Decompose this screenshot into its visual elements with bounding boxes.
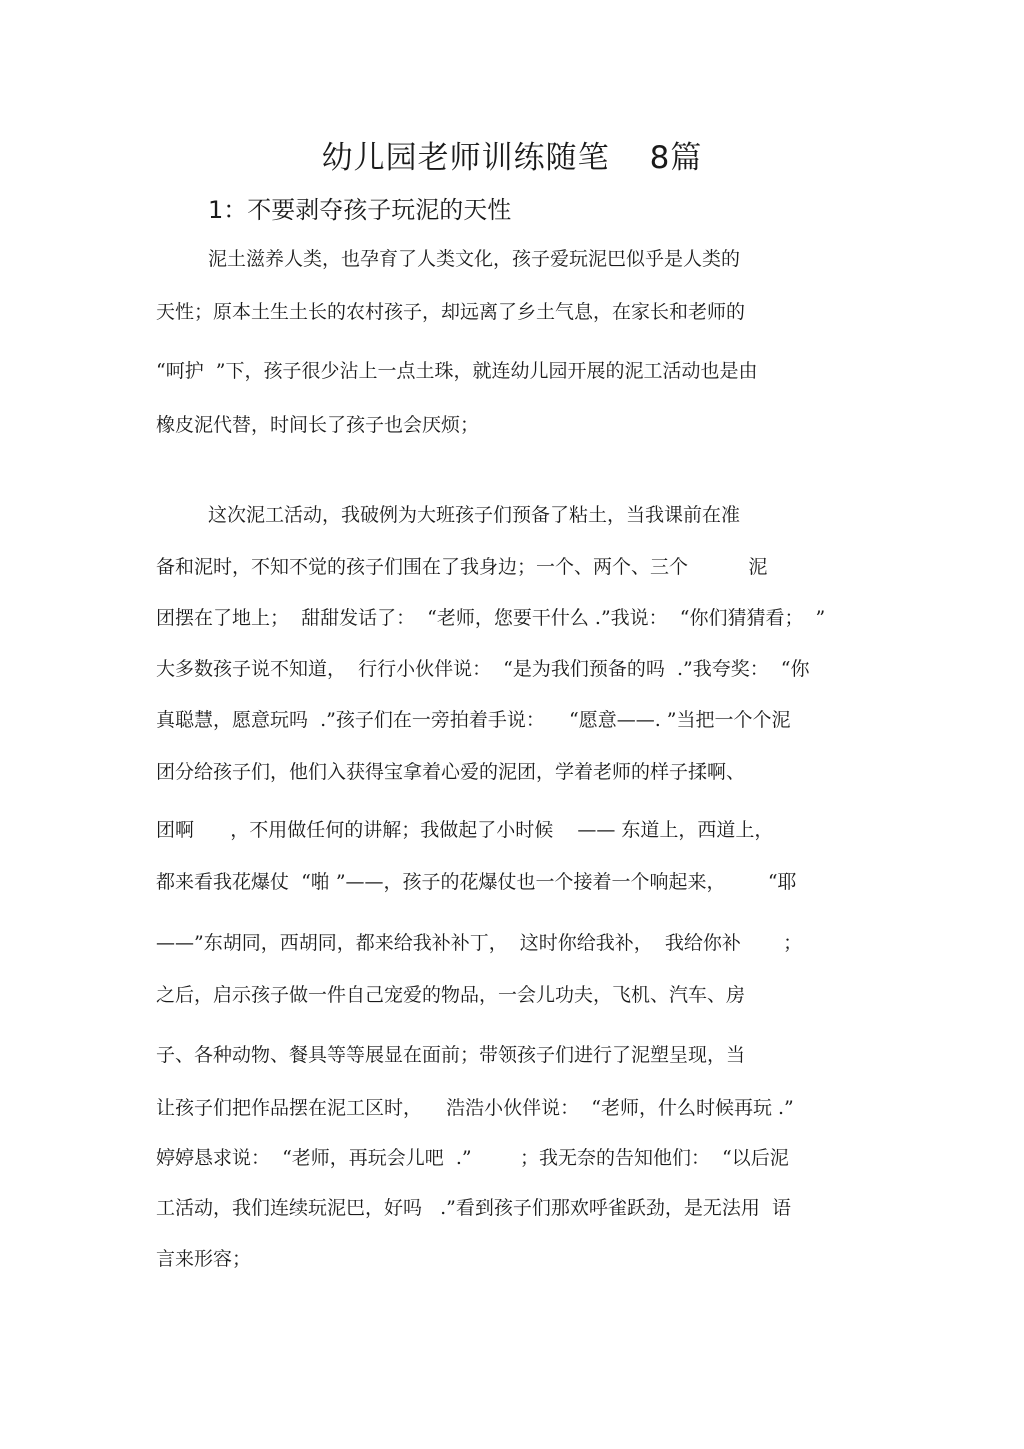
paragraph-line: 让孩子们把作品摆在泥工区时， 浩浩小伙伴说： “老师，什么时候再玩 .” [156,1097,794,1119]
paragraph-line: 工活动，我们连续玩泥巴，好吗 .”看到孩子们那欢呼雀跃劲，是无法用 语 [156,1197,791,1219]
page-title [0,132,1024,177]
title-text: 幼儿园老师训练随笔 [321,140,610,176]
paragraph-line: 大多数孩子说不知道， 行行小伙伴说： “是为我们预备的吗 .”我夸奖： “你 [156,658,810,680]
paragraph-line: 子、各种动物、餐具等等展显在面前；带领孩子们进行了泥塑呈现，当 [156,1044,746,1066]
paragraph-line: 婷婷恳求说： “老师，再玩会儿吧 .” ；我无奈的告知他们： “以后泥 [156,1147,789,1169]
paragraph-line: 泥土滋养人类，也孕育了人类文化，孩子爱玩泥巴似乎是人类的 [208,248,741,270]
paragraph-line: “呵护 ”下，孩子很少沾上一点土珠，就连幼儿园开展的泥工活动也是由 [156,360,758,382]
paragraph-line: 团分给孩子们，他们入获得宝拿着心爱的泥团，学着老师的样子揉啊、 [156,761,746,783]
paragraph-line: ——”东胡同，西胡同，都来给我补补丁， 这时你给我补， 我给你补 ； [156,932,803,954]
paragraph-line: 天性；原本土生土长的农村孩子，却远离了乡土气息，在家长和老师的 [156,301,746,323]
paragraph-line: 团啊 ，不用做任何的讲解；我做起了小时候 —— 东道上，西道上， [156,819,774,841]
section-heading: 1：不要剥夺孩子玩泥的天性 [208,196,512,224]
paragraph-line: 言来形容； [156,1248,252,1270]
paragraph-line: 这次泥工活动，我破例为大班孩子们预备了粘土，当我课前在准 [208,504,741,526]
paragraph-line: 都来看我花爆仗 “啪 ”——，孩子的花爆仗也一个接着一个响起来， “耶 [156,871,797,893]
paragraph-line: 真聪慧，愿意玩吗 .”孩子们在一旁拍着手说： “愿意——. ”当把一个个泥 [156,709,791,731]
paragraph-line: 橡皮泥代替，时间长了孩子也会厌烦； [156,414,480,436]
paragraph-line: 备和泥时，不知不觉的孩子们围在了我身边；一个、两个、三个 泥 [156,556,768,578]
title-count: 8篇 [649,140,703,176]
paragraph-line: 之后，启示孩子做一件自己宠爱的物品，一会儿功夫，飞机、汽车、房 [156,984,746,1006]
paragraph-line: 团摆在了地上； 甜甜发话了： “老师，您要干什么 .”我说： “你们猜猜看； ” [156,607,826,629]
